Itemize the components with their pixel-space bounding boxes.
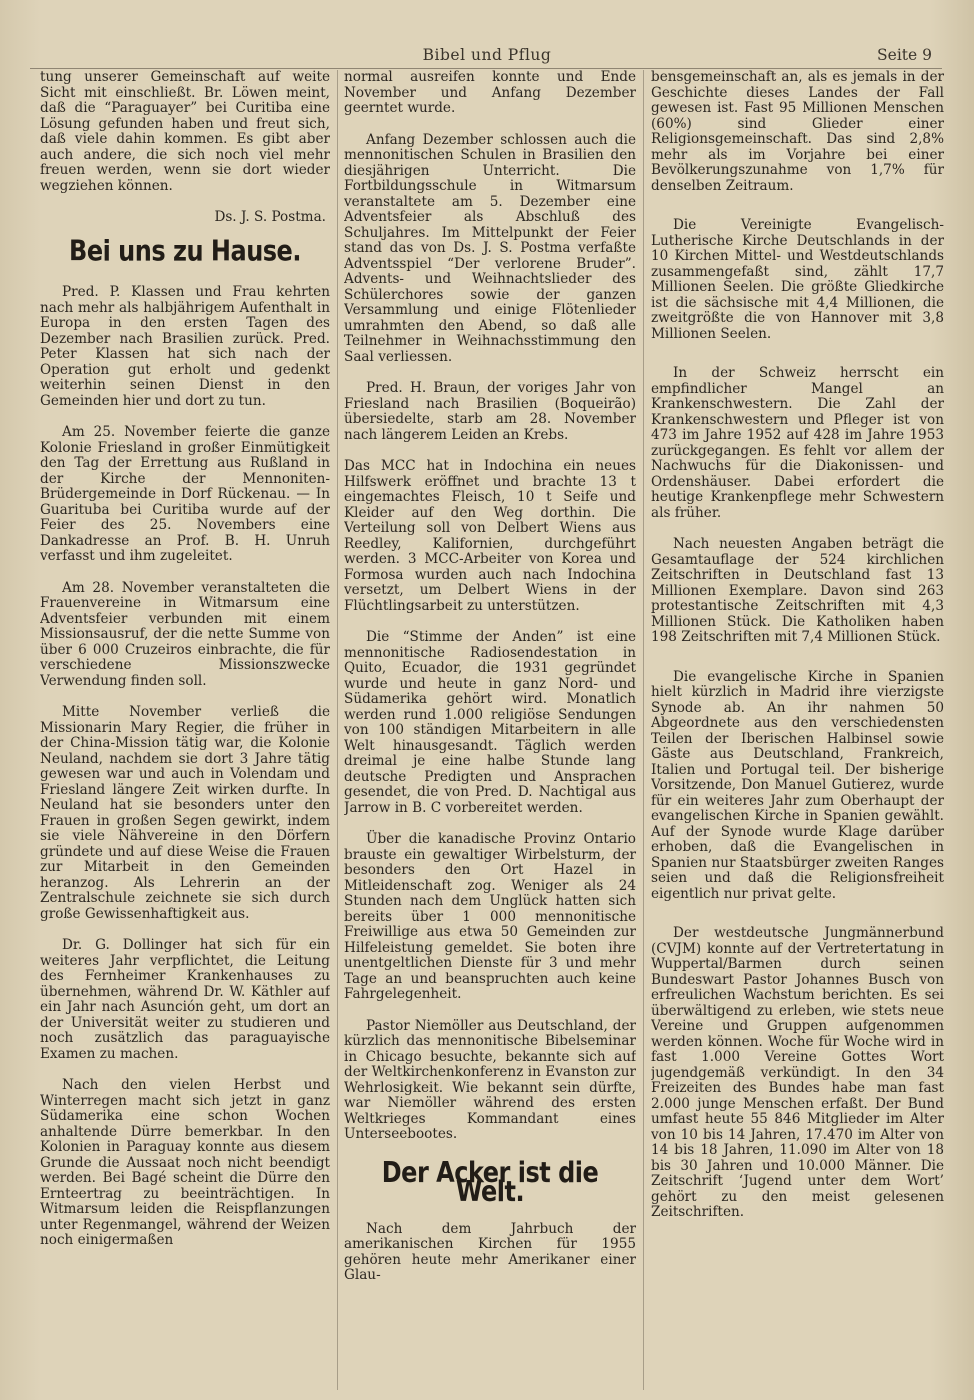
running-title: Bibel und Pflug xyxy=(422,46,552,64)
article-paragraph: Über die kanadische Provinz Ontario brauste ein gewaltiger Wirbelsturm, der besonders den Ort Hazel in Mitleidenschaft zog. Weniger als 24 Stunden nach dem Unglück hatten sich bereits über 1 000 mennonitische Freiwillige aus etwa 50 Gemeinden zur Hilfeleistung gemeldet. Sie boten ihre unentgeltlichen Dienste für 3 und mehr Tage an und beanspruchten auch keine Fahrgelegenheit. xyxy=(344,831,636,1002)
article-paragraph: Pred. P. Klassen und Frau kehrten nach mehr als halbjährigem Aufenthalt in Europa in den ersten Tagen des Dezember nach Brasilien zurück. Pred. Peter Klassen hat sich nach der Operation gut erholt und gedenkt weiterhin seinen Dienst in den Gemeinden hier und dort zu tun. xyxy=(40,284,330,409)
article-paragraph: bensgemeinschaft an, als es jemals in der Geschichte dieses Landes der Fall gewesen ist. Fast 95 Millionen Menschen (60%) sind Glieder einer Religionsgemeinschaft. Das sind 2,8% mehr als im Vorjahre bei einer Bevölkerungszunahme von 1,7% für denselben Zeitraum. xyxy=(651,70,944,194)
article-paragraph: Nach dem Jahrbuch der amerikanischen Kirchen für 1955 gehören heute mehr Amerikaner einer Glau- xyxy=(344,1220,636,1283)
column-divider xyxy=(337,70,338,1390)
article-paragraph: tung unserer Gemeinschaft auf weite Sicht mit einschließt. Br. Löwen meint, daß die “Paraguayer” bei Curitiba eine Lösung gefunden haben und freut sich, daß viele dahin kommen. Es gibt aber auch andere, die sich noch viel mehr freuen werden, wenn sie dort wieder wegziehen können. xyxy=(40,70,330,194)
column-right xyxy=(651,70,944,1390)
article-paragraph: Pastor Niemöller aus Deutschland, der kürzlich das mennonitische Bibelseminar in Chicago besuchte, bekannte sich auf der Weltkirchenkonferenz in Evanston zur Wehrlosigkeit. Wie bekannt sein dürfte, war Niemöller während des ersten Weltkrieges Kommandant eines Unterseebootes. xyxy=(344,1017,636,1142)
article-paragraph: Anfang Dezember schlossen auch die mennonitischen Schulen in Brasilien den diesjährigen Unterricht. Die Fortbildungsschule in Witmarsum veranstaltete am 5. Dezember eine Adventsfeier als Abschluß des Schuljahres. Im Mittelpunkt der Feier stand das von Ds. J. S. Postma verfaßte Adventsspiel “Der verlorene Bruder”. Advents- und Weihnachtslieder des Schülerchores sowie der ganzen Versammlung und einige Flötenlieder umrahmten den Abend, so daß alle Teilnehmer in Weihnachsstimmung den Saal verliessen. xyxy=(344,131,636,365)
article-paragraph: Die evangelische Kirche in Spanien hielt kürzlich in Madrid ihre vierzigste Synode ab. An ihr nahmen 50 Abgeordnete aus den verschiedensten Teilen der Iberischen Halbinsel sowie Gäste aus Deutschland, Frankreich, Italien und Portugal teil. Der bisherige Vorsitzende, Don Manuel Gutierez, wurde für ein weiteres Jahr zum Oberhaupt der evangelischen Kirche in Spanien gewählt. Auf der Synode wurde Klage darüber erhoben, daß die Evangelischen in Spanien nur Staatsbürger zweiten Ranges seien und daß die Religionsfreiheit eigentlich nur privat gelte. xyxy=(651,668,944,902)
article-paragraph: Dr. G. Dollinger hat sich für ein weiteres Jahr verpflichtet, die Leitung des Fernheimer Krankenhauses zu übernehmen, während Dr. W. Käthler auf ein Jahr nach Asunción geht, um dort an der Universität weiter zu studieren und noch zusätzlich das paraguayische Examen zu machen. xyxy=(40,937,330,1062)
article-paragraph: In der Schweiz herrscht ein empfindlicher Mangel an Krankenschwestern. Die Zahl der Krankenschwestern und Pfleger ist von 473 im Jahre 1952 auf 428 im Jahre 1953 zurückgegangen. Es fehlt vor allem der Nachwuchs für die Diakonissen- und Ordenshäuser. Dabei erfordert die heutige Krankenpflege mehr Schwestern als früher. xyxy=(651,365,944,521)
author-signature: Ds. J. S. Postma. xyxy=(214,209,326,225)
article-paragraph: Nach neuesten Angaben beträgt die Gesamtauflage der 524 kirchlichen Zeitschriften in Deutschland fast 13 Millionen Exemplare. Davon sind 263 protestantische Zeitschriften mit 4,3 Millionen Stück. Die Katholiken haben 198 Zeitschriften mit 7,4 Millionen Stück. xyxy=(651,536,944,645)
page-header xyxy=(0,46,974,70)
column-divider xyxy=(643,70,644,1390)
header-rule xyxy=(30,68,942,69)
page-number: Seite 9 xyxy=(877,46,932,64)
article-paragraph: Die Vereinigte Evangelisch-Lutherische Kirche Deutschlands in der 10 Kirchen Mittel- und Westdeutschlands zusammengefaßt sind, zählt 17,7 Millionen Seelen. Die größte Gliedkirche ist die sächsische mit 4,4 Millionen, die zweitgrößte die von Hannover mit 3,8 Millionen Seelen. xyxy=(651,217,944,342)
article-paragraph: normal ausreifen konnte und Ende November und Anfang Dezember geerntet wurde. xyxy=(344,70,636,116)
article-paragraph: Am 28. November veranstalteten die Frauenvereine in Witmarsum eine Adventsfeier verbunden mit einem Missionsausruf, der die nette Summe von über 6 000 Cruzeiros einbrachte, die für verschiedene Missionszwecke Verwendung finden soll. xyxy=(40,579,330,689)
section-heading: Bei uns zu Hause. xyxy=(69,233,301,268)
article-paragraph: Nach den vielen Herbst und Winterregen macht sich jetzt in ganz Südamerika eine schon Wochen anhaltende Dürre bemerkbar. In den Kolonien in Paraguay konnte aus diesem Grunde die Aussaat noch nicht beendigt werden. Bei Bagé scheint die Dürre den Ernteertrag zu beeinträchtigen. In Witmarsum leiden die Reispflanzungen unter Regenmangel, während der Weizen noch einigermaßen xyxy=(40,1077,330,1248)
article-paragraph: Die “Stimme der Anden” ist eine mennonitische Radiosendestation in Quito, Ecuador, die 1931 gegründet wurde und heute in ganz Nord- und Südamerika gehört wird. Monatlich werden rund 1.000 religiöse Sendungen von 100 ständigen Mitarbeitern in alle Welt hinausgesandt. Täglich werden dreimal je eine halbe Stunde lang deutsche Predigten und Ansprachen gesendet, die von Pred. D. Nachtigal aus Jarrow in B. C vorbereitet werden. xyxy=(344,629,636,816)
column-left xyxy=(40,70,330,1390)
article-paragraph: Der westdeutsche Jungmännerbund (CVJM) konnte auf der Vertretertatung in Wuppertal/Barmen durch seinen Bundeswart Pastor Johannes Busch von erfreulichen Wachstum berichten. Es sei überwältigend zu erleben, wie stets neue Vereine und Gruppen aufgenommen werden können. Woche für Woche wird in fast 1.000 Vereine Gottes Wort jugendgemäß verkündigt. In den 34 Freizeiten des Bundes habe man fast 2.000 junge Menschen erfaßt. Der Bund umfast heute 55 846 Mitglieder im Alter von 10 bis 14 Jahren, 17.470 im Alter von 14 bis 18 Jahren, 11.090 im Alter von 18 bis 30 Jahren und 10.000 Männer. Die Zeitschrift ‘Jugend unter dem Wort’ gehört zu den meist gelesenen Zeitschriften. xyxy=(651,925,944,1220)
article-paragraph: Pred. H. Braun, der voriges Jahr von Friesland nach Brasilien (Boqueirão) übersiedelte, starb am 28. November nach längerem Leiden an Krebs. xyxy=(344,380,636,443)
section-heading: Der Acker ist die Welt. xyxy=(381,1155,599,1208)
article-paragraph: Das MCC hat in Indochina ein neues Hilfswerk eröffnet und brachte 13 t eingemachtes Fleisch, 10 t Seife und Kleider auf den Weg dorthin. Die Verteilung soll von Delbert Wiens aus Reedley, Kalifornien, durchgeführt werden. 3 MCC-Arbeiter von Korea und Formosa wurden auch nach Indochina versetzt, um Delbert Wiens in der Flüchtlingsarbeit zu unterstützen. xyxy=(344,458,636,614)
article-paragraph: Mitte November verließ die Missionarin Mary Regier, die früher in der China-Mission tätig war, die Kolonie Neuland, nachdem sie dort 3 Jahre tätig gewesen war und auch in Volendam und Friesland längere Zeit wirken durfte. In Neuland hat sie besonders unter den Frauen in großen Segen gewirkt, indem sie viele Nähvereine in den Dörfern gründete und auf diese Weise die Frauen zur Mitarbeit in den Gemeinden heranzog. Als Lehrerin an der Zentralschule zeichnete sie sich durch große Gewissenhaftigkeit aus. xyxy=(40,704,330,922)
column-middle xyxy=(344,70,636,1390)
article-paragraph: Am 25. November feierte die ganze Kolonie Friesland in großer Einmütigkeit den Tag der Errettung aus Rußland in der Kirche der Mennoniten-Brüdergemeinde in Dorf Rückenau. — In Guarituba bei Curitiba wurde auf der Feier des 25. Novembers eine Dankadresse an Prof. B. H. Unruh verfasst und ihm zugeleitet. xyxy=(40,424,330,564)
